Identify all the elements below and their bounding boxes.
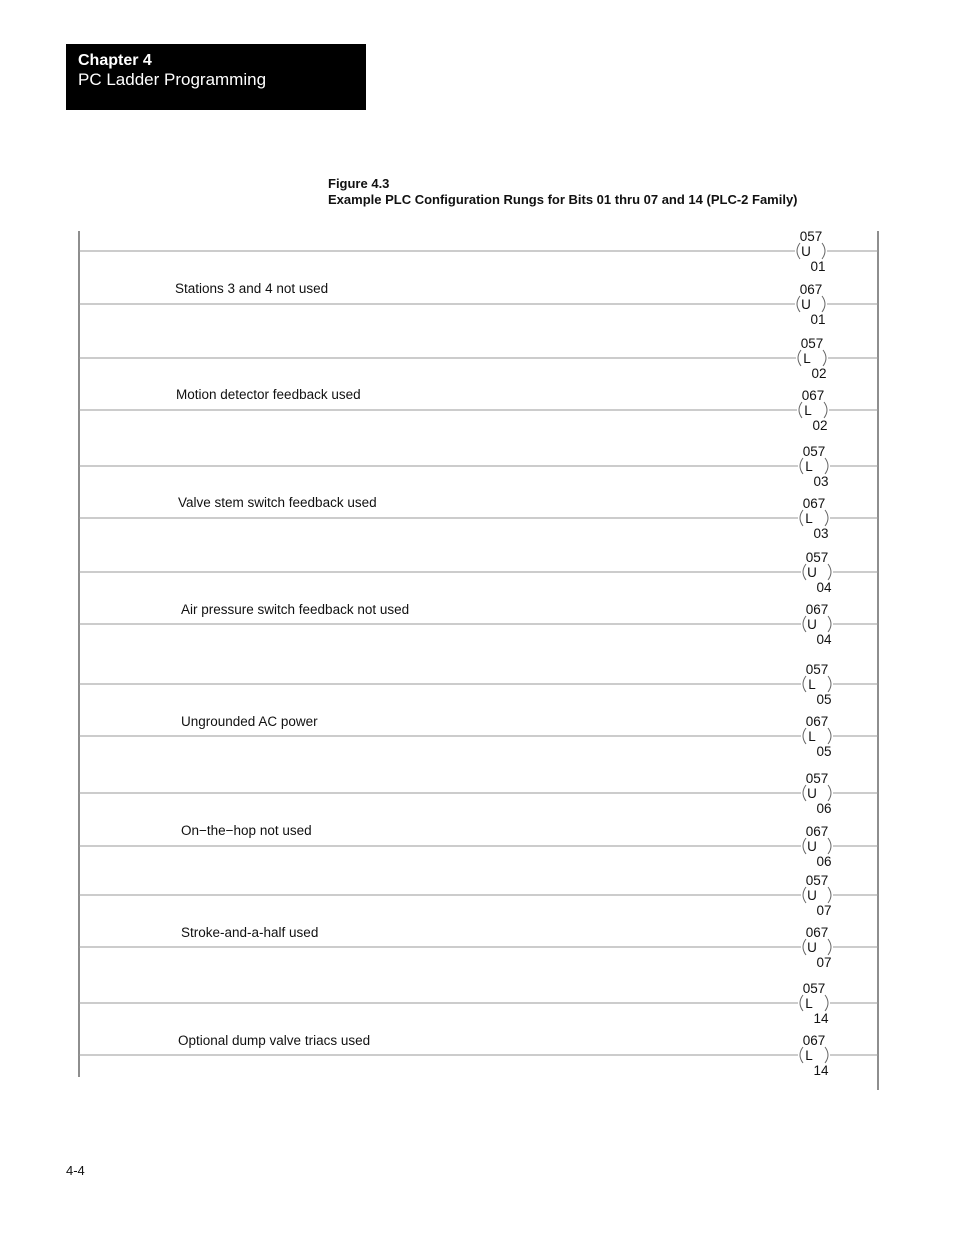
coil-left-arc bbox=[803, 616, 806, 632]
coil-right-arc bbox=[828, 785, 831, 801]
coil-left-arc bbox=[799, 402, 802, 418]
coil-type: L bbox=[808, 677, 816, 692]
coil-address: 057 bbox=[799, 229, 823, 244]
coil-bit: 05 bbox=[816, 744, 832, 759]
coil-left-arc bbox=[803, 676, 806, 692]
coil-right-arc bbox=[823, 350, 826, 366]
coil-right-arc bbox=[825, 458, 828, 474]
coil-right-arc bbox=[828, 676, 831, 692]
coil-right-arc bbox=[822, 296, 825, 312]
coil-right-arc bbox=[825, 1047, 828, 1063]
rung-description: Optional dump valve triacs used bbox=[178, 1033, 371, 1048]
coil-type: L bbox=[808, 729, 816, 744]
coil-bit: 07 bbox=[816, 903, 832, 918]
coil-address: 057 bbox=[805, 662, 829, 677]
coil-bit: 03 bbox=[813, 474, 829, 489]
coil-type: U bbox=[807, 786, 817, 801]
coil-left-arc bbox=[803, 785, 806, 801]
coil-address: 067 bbox=[805, 602, 829, 617]
coil-right-arc bbox=[828, 838, 831, 854]
coil-right-arc bbox=[828, 939, 831, 955]
coil-right-arc bbox=[828, 728, 831, 744]
coil-bit: 01 bbox=[810, 312, 826, 327]
coil-bit: 06 bbox=[816, 854, 832, 869]
figure-label: Figure 4.3 bbox=[328, 176, 390, 191]
coil-address: 057 bbox=[805, 550, 829, 565]
chapter-number: Chapter 4 bbox=[78, 52, 152, 69]
coil-bit: 02 bbox=[811, 366, 827, 381]
coil-type: L bbox=[805, 459, 813, 474]
rung-description: Motion detector feedback used bbox=[176, 387, 361, 402]
coil-type: U bbox=[807, 888, 817, 903]
coil-bit: 04 bbox=[816, 580, 832, 595]
coil-bit: 02 bbox=[812, 418, 828, 433]
rung-description: Stations 3 and 4 not used bbox=[175, 281, 329, 296]
coil-address: 067 bbox=[799, 282, 823, 297]
coil-left-arc bbox=[803, 887, 806, 903]
coil-address: 067 bbox=[805, 714, 829, 729]
coil-left-arc bbox=[798, 350, 801, 366]
coil-left-arc bbox=[800, 1047, 803, 1063]
coil-type: L bbox=[805, 1048, 813, 1063]
coil-address: 067 bbox=[801, 388, 825, 403]
coil-type: L bbox=[805, 511, 813, 526]
coil-left-arc bbox=[800, 510, 803, 526]
coil-address: 057 bbox=[800, 336, 824, 351]
coil-bit: 03 bbox=[813, 526, 829, 541]
coil-address: 057 bbox=[805, 873, 829, 888]
coil-right-arc bbox=[824, 402, 827, 418]
coil-address: 067 bbox=[805, 925, 829, 940]
coil-type: L bbox=[803, 351, 811, 366]
coil-bit: 07 bbox=[816, 955, 832, 970]
coil-bit: 01 bbox=[810, 259, 826, 274]
coil-type: L bbox=[805, 996, 813, 1011]
coil-right-arc bbox=[825, 995, 828, 1011]
chapter-title: PC Ladder Programming bbox=[78, 70, 267, 89]
coil-left-arc bbox=[803, 939, 806, 955]
coil-address: 067 bbox=[802, 496, 826, 511]
coil-bit: 04 bbox=[816, 632, 832, 647]
rung-description: Stroke-and-a-half used bbox=[181, 925, 319, 940]
coil-type: L bbox=[804, 403, 812, 418]
rung-description: Ungrounded AC power bbox=[181, 714, 318, 729]
coil-bit: 06 bbox=[816, 801, 832, 816]
figure-caption: Example PLC Configuration Rungs for Bits 01 thru 07 and 14 (PLC-2 Family) bbox=[328, 192, 798, 207]
coil-type: U bbox=[807, 940, 817, 955]
coil-left-arc bbox=[803, 564, 806, 580]
coil-address: 057 bbox=[802, 444, 826, 459]
coil-bit: 14 bbox=[813, 1063, 829, 1078]
rung-description: Valve stem switch feedback used bbox=[178, 495, 377, 510]
coil-left-arc bbox=[800, 995, 803, 1011]
coil-left-arc bbox=[797, 296, 800, 312]
coil-address: 057 bbox=[805, 771, 829, 786]
coil-right-arc bbox=[828, 564, 831, 580]
coil-right-arc bbox=[828, 616, 831, 632]
coil-address: 057 bbox=[802, 981, 826, 996]
coil-type: U bbox=[807, 839, 817, 854]
coil-bit: 14 bbox=[813, 1011, 829, 1026]
coil-left-arc bbox=[800, 458, 803, 474]
coil-right-arc bbox=[828, 887, 831, 903]
coil-address: 067 bbox=[802, 1033, 826, 1048]
page-number: 4-4 bbox=[66, 1163, 85, 1178]
coil-type: U bbox=[807, 565, 817, 580]
rung-description: On−the−hop not used bbox=[181, 823, 312, 838]
coil-address: 067 bbox=[805, 824, 829, 839]
coil-type: U bbox=[807, 617, 817, 632]
coil-type: U bbox=[801, 297, 811, 312]
coil-left-arc bbox=[803, 728, 806, 744]
coil-right-arc bbox=[822, 243, 825, 259]
rung-description: Air pressure switch feedback not used bbox=[181, 602, 410, 617]
coil-left-arc bbox=[803, 838, 806, 854]
coil-left-arc bbox=[797, 243, 800, 259]
coil-bit: 05 bbox=[816, 692, 832, 707]
coil-type: U bbox=[801, 244, 811, 259]
coil-right-arc bbox=[825, 510, 828, 526]
